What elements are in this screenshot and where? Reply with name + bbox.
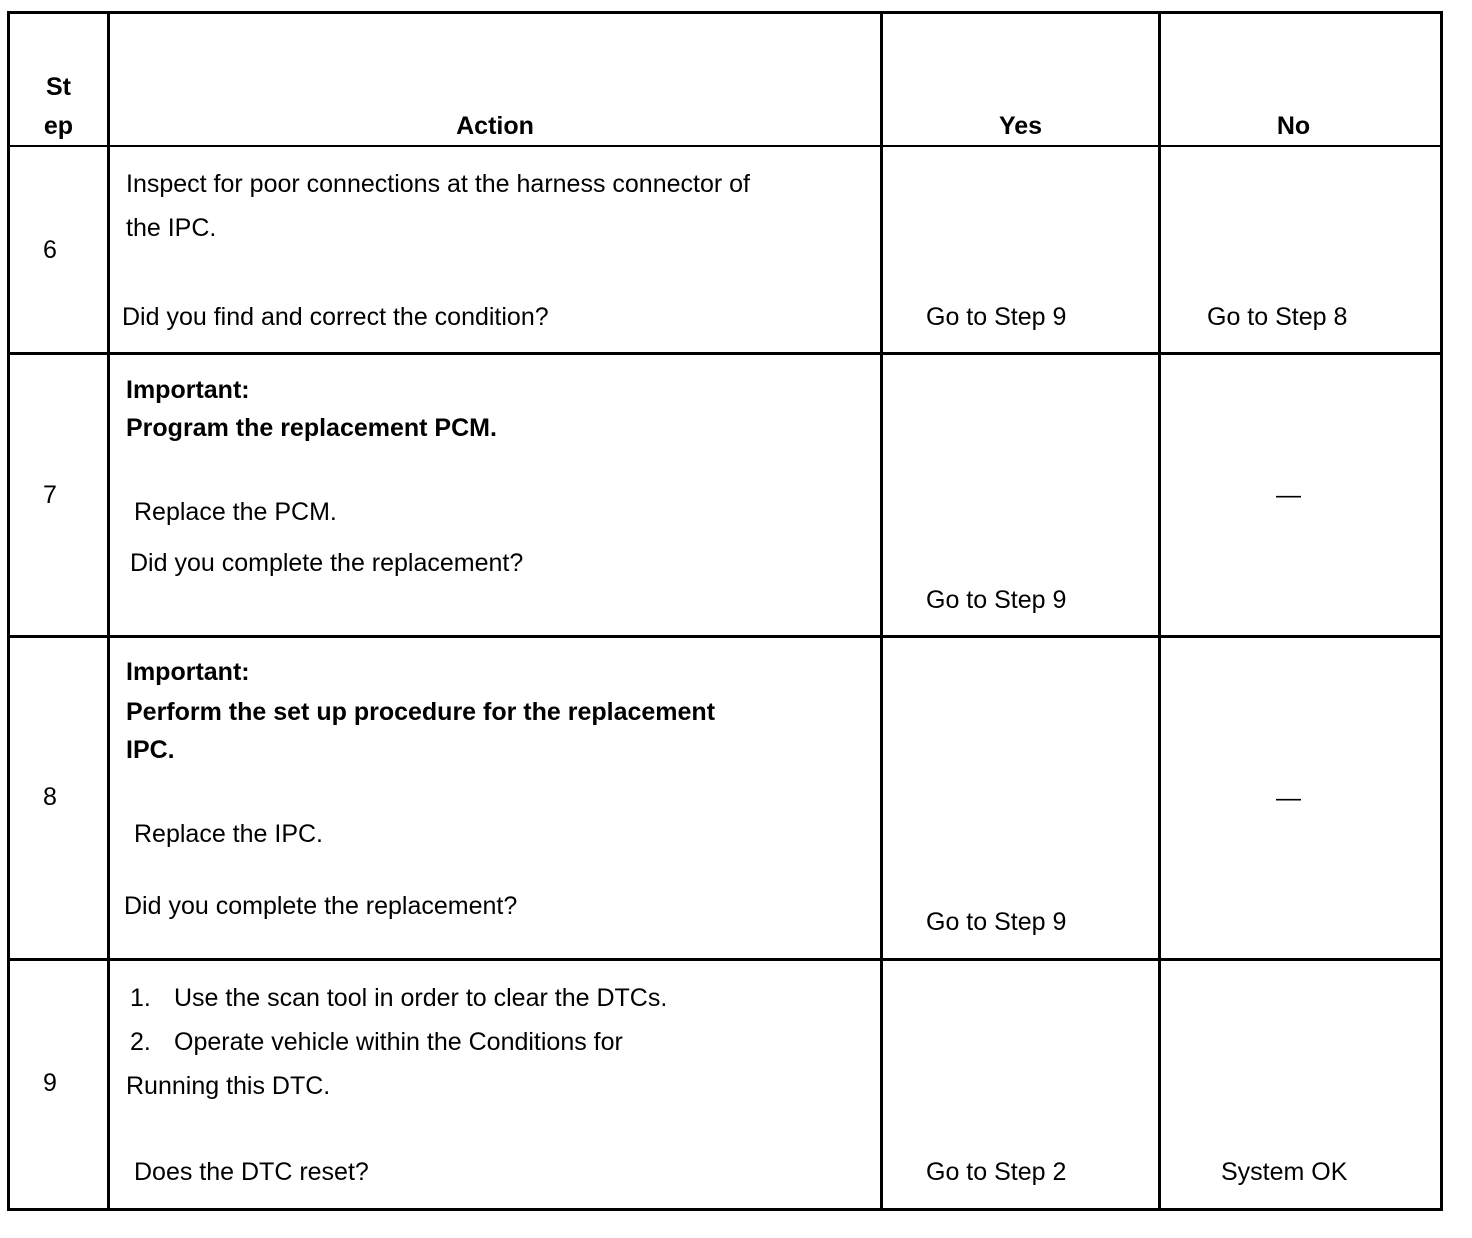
header-step-line1: St [46, 73, 71, 101]
header-step-line2: ep [43, 112, 74, 140]
no-result: Go to Step 8 [1207, 303, 1348, 331]
list-item-text: Operate vehicle within the Conditions for [174, 1028, 623, 1056]
step-number: 9 [43, 1069, 57, 1097]
row-divider [7, 635, 1443, 638]
column-divider [107, 11, 110, 1211]
header-no: No [1276, 112, 1311, 140]
header-divider [7, 145, 1443, 147]
important-text: IPC. [126, 736, 175, 764]
important-label: Important: [126, 658, 250, 686]
action-question: Did you find and correct the condition? [122, 303, 549, 331]
no-result: — [1276, 481, 1301, 509]
list-item-text: Running this DTC. [126, 1072, 331, 1100]
action-instruction: Replace the PCM. [134, 498, 337, 526]
action-text: the IPC. [126, 214, 217, 242]
row-divider [7, 352, 1443, 355]
no-result: System OK [1221, 1158, 1348, 1186]
list-number: 2. [130, 1028, 151, 1056]
action-question: Did you complete the replacement? [130, 549, 524, 577]
header-action: Action [456, 112, 534, 140]
list-number: 1. [130, 984, 151, 1012]
header-yes: Yes [998, 112, 1043, 140]
important-text: Program the replacement PCM. [126, 414, 497, 442]
action-question: Does the DTC reset? [134, 1158, 369, 1186]
column-divider [1158, 11, 1161, 1211]
important-text: Perform the set up procedure for the replacement [126, 698, 716, 726]
action-text: Inspect for poor connections at the harness connector of [126, 170, 750, 198]
border-right [1440, 11, 1443, 1211]
column-divider [880, 11, 883, 1211]
step-number: 8 [43, 783, 57, 811]
list-item-text: Use the scan tool in order to clear the DTCs. [174, 984, 668, 1012]
row-divider [7, 958, 1443, 961]
yes-result: Go to Step 9 [926, 908, 1067, 936]
action-instruction: Replace the IPC. [134, 820, 323, 848]
yes-result: Go to Step 9 [926, 586, 1067, 614]
border-top [7, 11, 1443, 14]
border-left [7, 11, 10, 1211]
important-label: Important: [126, 376, 250, 404]
step-number: 6 [43, 236, 57, 264]
action-question: Did you complete the replacement? [124, 892, 518, 920]
yes-result: Go to Step 2 [926, 1158, 1067, 1186]
step-number: 7 [43, 481, 57, 509]
yes-result: Go to Step 9 [926, 303, 1067, 331]
border-bottom [7, 1208, 1443, 1211]
no-result: — [1276, 784, 1301, 812]
